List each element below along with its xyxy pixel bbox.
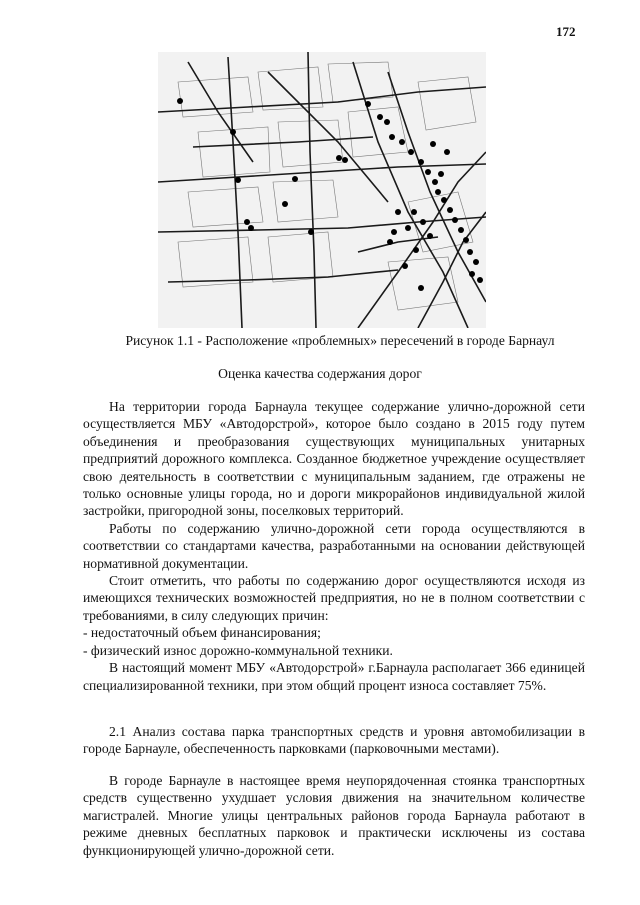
body-text-block-2	[83, 772, 585, 859]
section-title: Оценка качества содержания дорог	[218, 366, 422, 381]
paragraph: На территории города Барнаула текущее содержание улично-дорожной сети осуществляется МБУ «Автодорстрой», которое было создано в 2015 году путем объединения и преобразования существующих муниципальных унитарных предприятий дорожного комплекса. Созданное бюджетное учреждение осуществляет свою деятельность в соответствии с муниципальным заданием, где отражены не только основные улицы города, но и дороги микрорайонов индивидуальной жилой застройки, пригородной зоны, поселковых территорий.	[83, 399, 585, 519]
map-image	[158, 52, 486, 328]
body-text-block	[83, 398, 585, 694]
list-item: - физический износ дорожно-коммунальной техники.	[83, 642, 393, 658]
paragraph: Работы по содержанию улично-дорожной сети города осуществляются в соответствии со стандартами качества, разработанными на основании действующей нормативной документации.	[83, 520, 585, 571]
paragraph: В настоящий момент МБУ «Автодорстрой» г.Барнаула располагает 366 единицей специализированной техники, при этом общий процент износа составляет 75%.	[83, 660, 585, 693]
subsection-title: 2.1 Анализ состава парка транспортных средств и уровня автомобилизации в городе Барнауле, обеспеченность парковками (парковочными местами).	[83, 724, 585, 757]
city-map-figure	[158, 52, 486, 328]
list-item: - недостаточный объем финансирования;	[83, 625, 321, 641]
paragraph: В городе Барнауле в настоящее время неупорядоченная стоянка транспортных средств существенно ухудшает условия движения на значительном количестве магистралей. Многие улицы центральных районов города Барнаула работают в режиме дневных бесплатных парковок и практически исключены из состава функционирующей улично-дорожной сети.	[83, 773, 585, 858]
paragraph: Стоит отметить, что работы по содержанию дорог осуществляются исходя из имеющихся технических возможностей предприятия, но не в полном соответствии с требованиями, в силу следующих причин:	[83, 573, 585, 623]
page-number: 172	[556, 24, 576, 39]
figure-caption: Рисунок 1.1 - Расположение «проблемных» пересечений в городе Барнаул	[125, 333, 555, 348]
